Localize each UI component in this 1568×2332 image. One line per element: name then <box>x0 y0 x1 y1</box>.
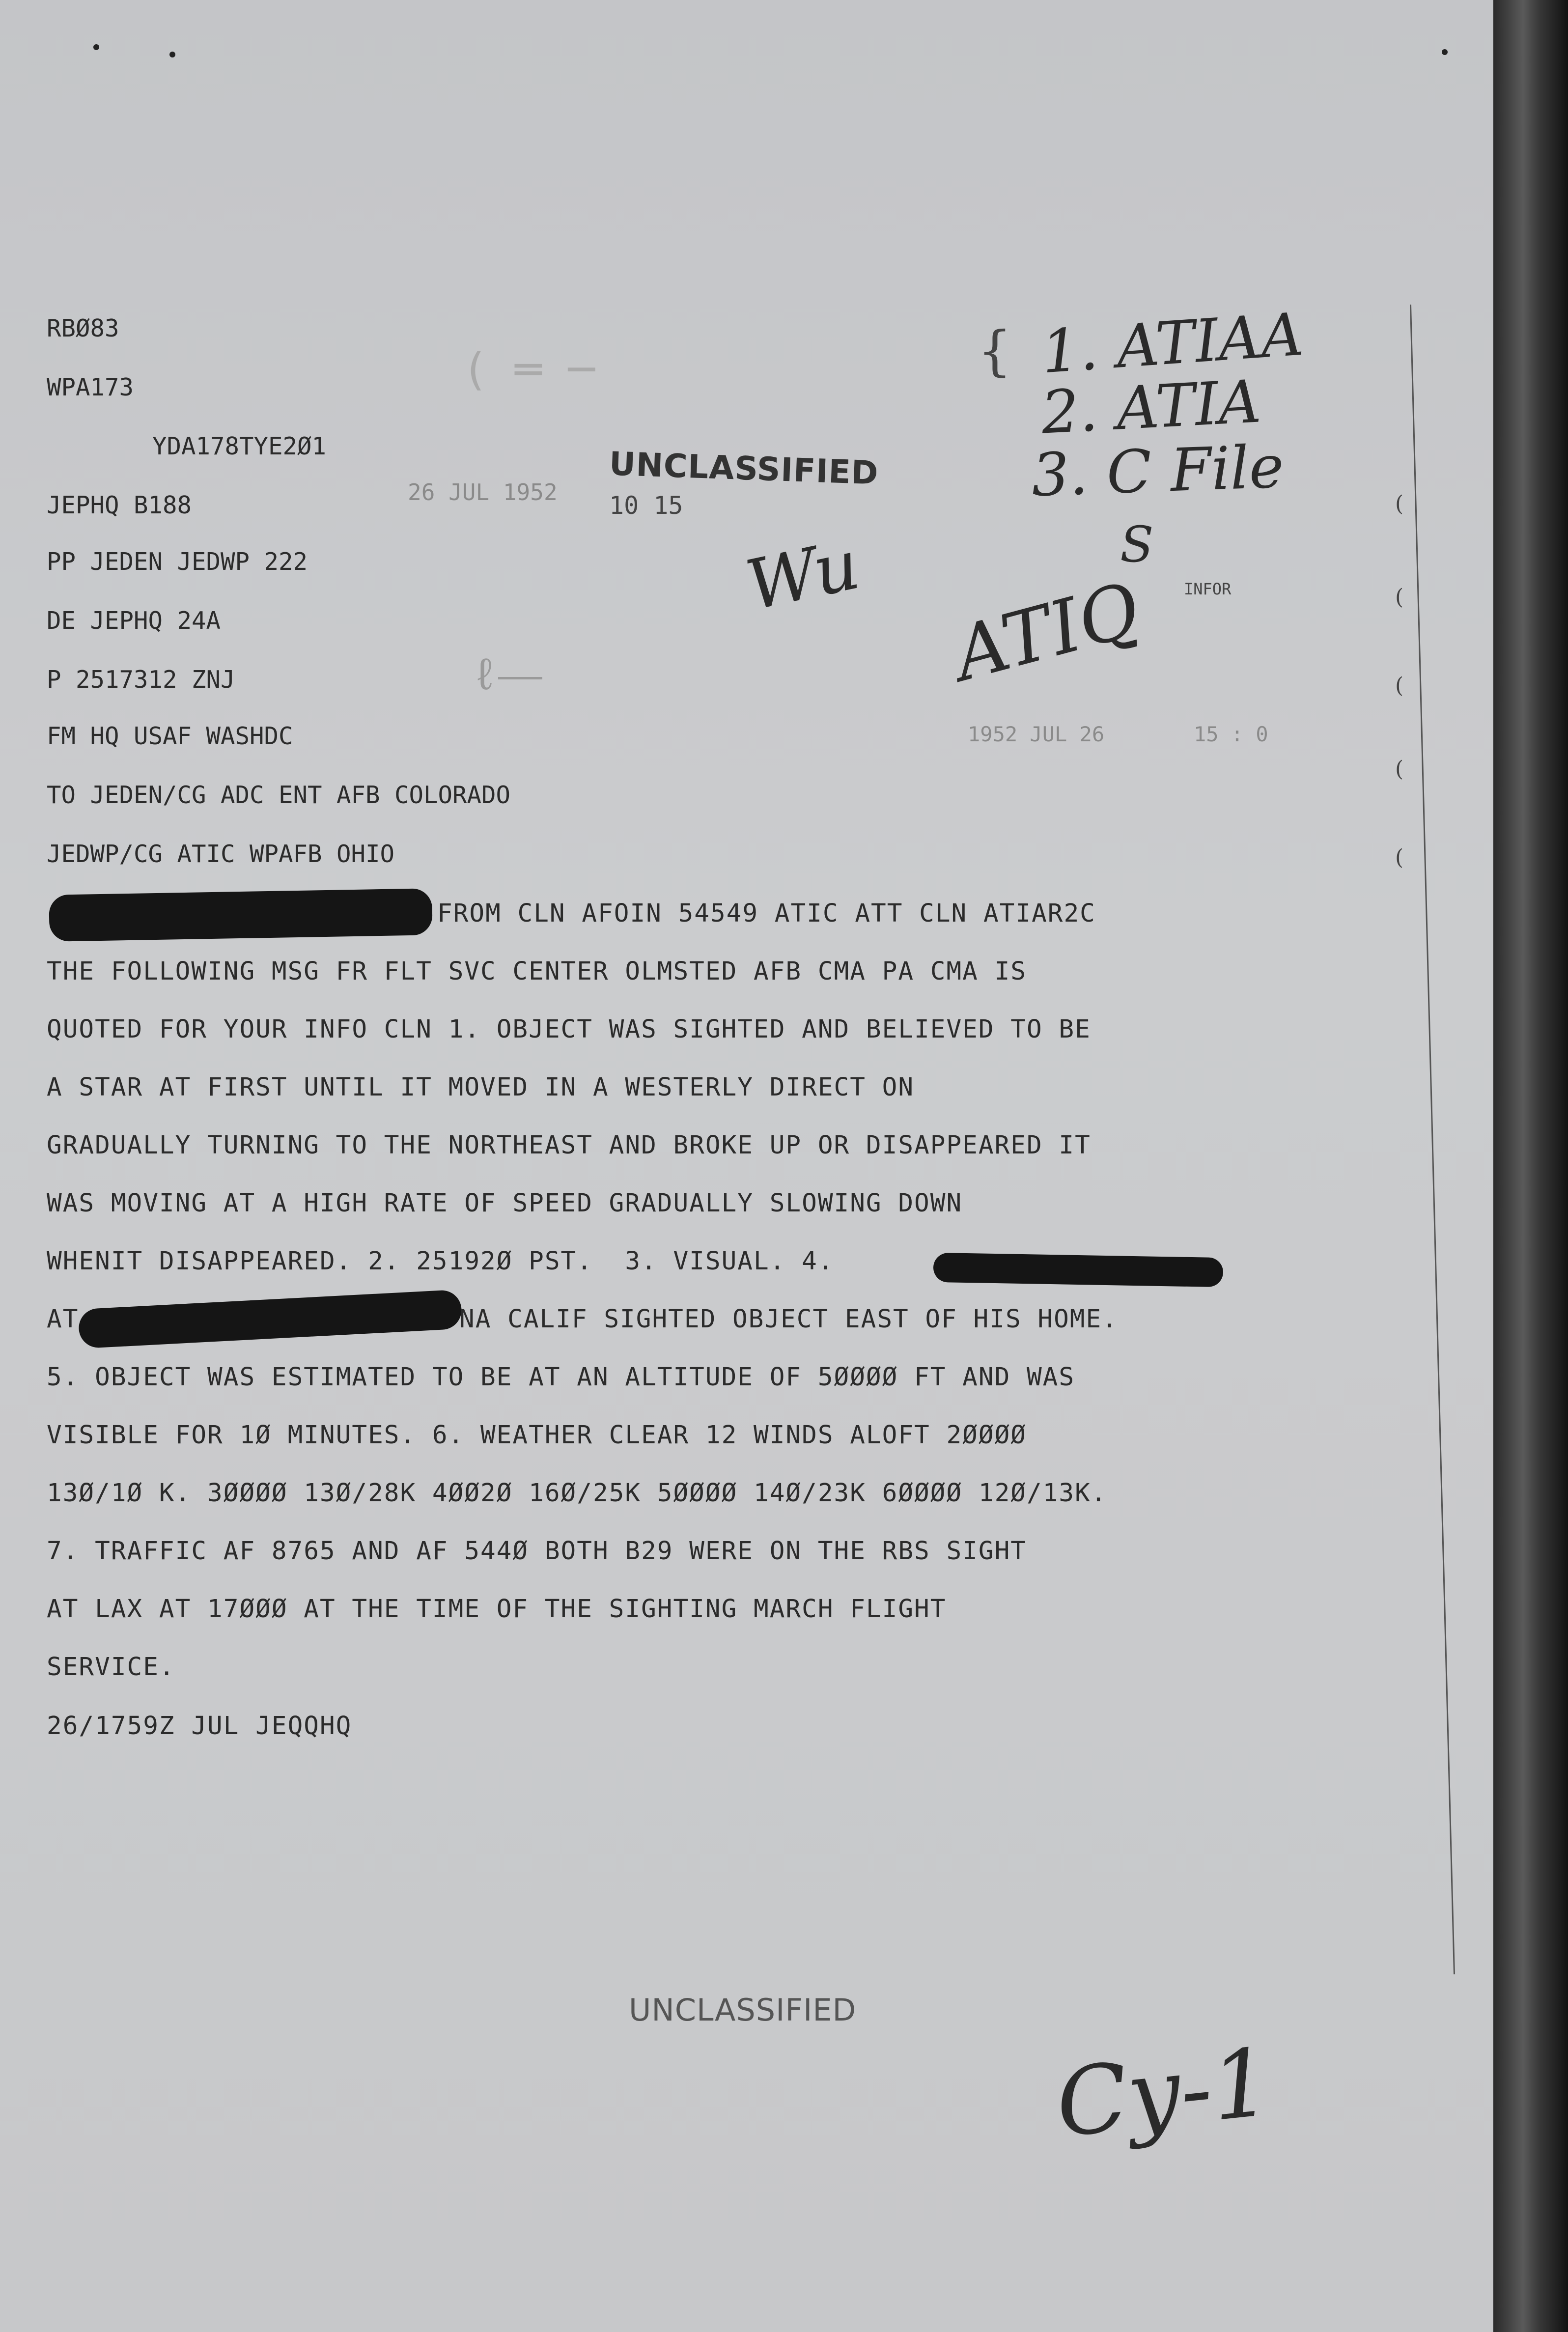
header-line-3: YDA178TYE2Ø1 <box>152 432 327 460</box>
message-body-line-8a: AT <box>47 1305 79 1334</box>
time-routed-stamp: 15 : 0 <box>1194 722 1268 746</box>
ink-speck <box>93 44 99 50</box>
redaction-bar <box>49 888 433 942</box>
ink-speck <box>169 52 175 57</box>
classification-stamp-top: UNCLASSIFIED <box>608 445 879 492</box>
message-body-line-5: GRADUALLY TURNING TO THE NORTHEAST AND BROKE UP OR DISAPPEARED IT <box>47 1131 1091 1160</box>
message-body-line-4: A STAR AT FIRST UNTIL IT MOVED IN A WESTERLY DIRECT ON <box>47 1073 915 1102</box>
smudge-mark: ℓ⎯⎯ <box>472 648 543 700</box>
message-body-line-1: FROM CLN AFOIN 54549 ATIC ATT CLN ATIAR2C <box>437 899 1096 928</box>
handwritten-copy-mark: Cy-1 <box>1051 2027 1277 2159</box>
handwritten-initials: Wu <box>739 525 866 626</box>
message-body-line-14: SERVICE. <box>47 1653 175 1682</box>
message-body-line-6: WAS MOVING AT A HIGH RATE OF SPEED GRADUALLY SLOWING DOWN <box>47 1189 963 1218</box>
message-body-line-8b: NA CALIF SIGHTED OBJECT EAST OF HIS HOME. <box>459 1305 1118 1334</box>
page-fold-line <box>1410 305 1455 1974</box>
message-body-line-9: 5. OBJECT WAS ESTIMATED TO BE AT AN ALTITUDE OF 5ØØØØ FT AND WAS <box>47 1363 1075 1392</box>
handwritten-atiq: ATIQ <box>945 566 1149 698</box>
message-body-line-13: AT LAX AT 17ØØØ AT THE TIME OF THE SIGHTING MARCH FLIGHT <box>47 1595 947 1624</box>
margin-mark: ( <box>1395 585 1404 610</box>
margin-mark: ( <box>1395 845 1404 870</box>
date-routed-stamp: 1952 JUL 26 <box>968 722 1105 746</box>
margin-mark: ( <box>1395 757 1404 782</box>
redaction-bar <box>78 1290 462 1349</box>
header-line-5: PP JEDEN JEDWP 222 <box>47 548 308 576</box>
handwritten-routing-2: 2. ATIA <box>1039 367 1263 448</box>
header-line-6: DE JEPHQ 24A <box>47 607 221 635</box>
margin-mark: ( <box>1395 491 1404 516</box>
message-body-line-3: QUOTED FOR YOUR INFO CLN 1. OBJECT WAS SIGHTED AND BELIEVED TO BE <box>47 1015 1091 1044</box>
header-line-9: TO JEDEN/CG ADC ENT AFB COLORADO <box>47 781 511 809</box>
handwritten-routing-1: 1. ATIAA <box>1039 300 1306 387</box>
message-body-line-12: 7. TRAFFIC AF 8765 AND AF 544Ø BOTH B29 WERE ON THE RBS SIGHT <box>47 1537 1027 1566</box>
date-received-stamp: 26 JUL 1952 <box>408 479 558 506</box>
header-line-4: JEPHQ B188 <box>47 491 192 519</box>
ink-speck <box>1442 49 1448 55</box>
message-body-line-2: THE FOLLOWING MSG FR FLT SVC CENTER OLMSTED AFB CMA PA CMA IS <box>47 957 1027 986</box>
header-line-2: WPA173 <box>47 373 134 401</box>
redaction-bar <box>933 1253 1224 1287</box>
header-line-1: RBØ83 <box>47 314 119 342</box>
message-body-line-10: VISIBLE FOR 1Ø MINUTES. 6. WEATHER CLEAR 12 WINDS ALOFT 2ØØØØ <box>47 1421 1027 1450</box>
message-body-line-11: 13Ø/1Ø K. 3ØØØØ 13Ø/28K 4ØØ2Ø 16Ø/25K 5ØØØØ 14Ø/23K 6ØØØØ 12Ø/13K. <box>47 1479 1107 1508</box>
infor-stamp: INFOR <box>1184 580 1232 598</box>
message-body-line-7: WHENIT DISAPPEARED. 2. 25192Ø PST. 3. VISUAL. 4. <box>47 1247 834 1276</box>
classification-stamp-bottom: UNCLASSIFIED <box>629 1992 857 2028</box>
scanner-edge <box>1493 0 1568 2332</box>
margin-mark: ( <box>1395 673 1404 698</box>
smudge-mark: ( ═ ─ <box>462 344 595 395</box>
header-line-8: FM HQ USAF WASHDC <box>47 722 293 750</box>
time-received-stamp: 10 15 <box>609 491 683 520</box>
header-line-10: JEDWP/CG ATIC WPAFB OHIO <box>47 840 395 868</box>
header-line-7: P 2517312 ZNJ <box>47 666 235 694</box>
date-time-group: 26/1759Z JUL JEQQHQ <box>47 1712 352 1741</box>
handwritten-s-mark: S <box>1120 516 1154 573</box>
handwritten-routing-3: 3. C File <box>1030 433 1285 510</box>
margin-bracket: { <box>978 319 1012 382</box>
